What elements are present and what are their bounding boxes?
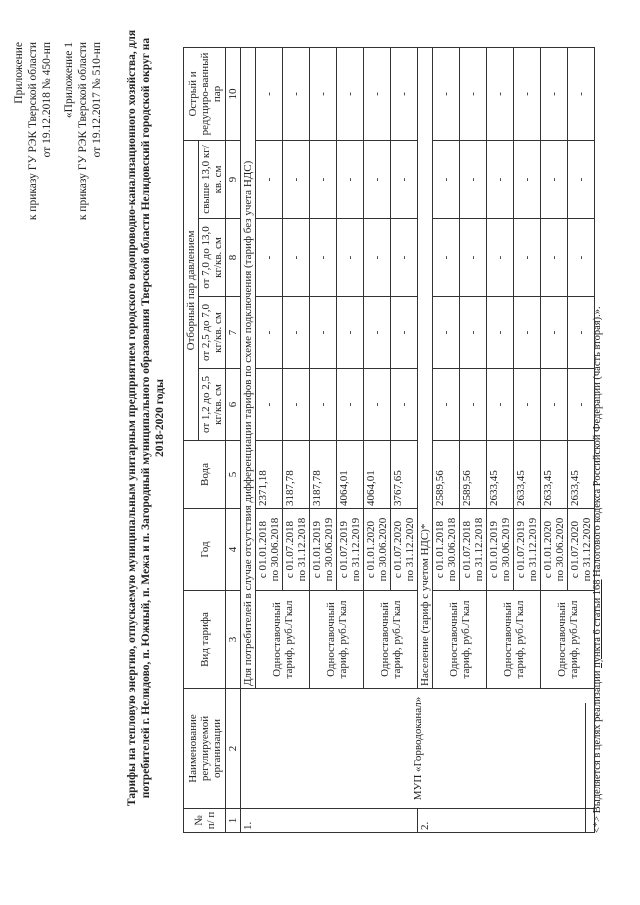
title-line: 2018-2020 годы	[154, 379, 166, 457]
reference-line: к приказу ГУ РЭК Тверской области	[77, 42, 89, 221]
period-to: по 31.12.2020	[581, 517, 593, 582]
column-number: 8	[226, 219, 241, 297]
period-to: по 31.12.2020	[404, 517, 416, 582]
period	[487, 509, 514, 591]
column-numbers-row	[226, 47, 241, 832]
reference-line: Приложение	[13, 42, 25, 104]
organization-name: МУП «Горводоканал»	[241, 689, 595, 809]
empty-tariff-dash: -	[487, 297, 514, 369]
empty-tariff-dash: -	[364, 297, 391, 369]
empty-tariff-dash: -	[310, 47, 337, 140]
tariff-type: Одноставочный тариф, руб./Гкал	[310, 591, 364, 689]
column-number: 3	[226, 591, 241, 689]
col-header-steam-1: от 1,2 до 2,5 кг/кв. см	[199, 369, 226, 441]
empty-tariff-dash: -	[541, 47, 568, 140]
empty-tariff-dash: -	[433, 47, 460, 140]
empty-tariff-dash: -	[433, 140, 460, 218]
column-number: 7	[226, 297, 241, 369]
empty-tariff-dash: -	[256, 47, 283, 140]
period-from: с 01.01.2020	[542, 520, 554, 579]
empty-tariff-dash: -	[460, 140, 487, 218]
empty-tariff-dash: -	[460, 219, 487, 297]
period-to: по 31.12.2019	[350, 517, 362, 582]
empty-tariff-dash: -	[568, 140, 595, 218]
water-tariff: 2371,18	[256, 441, 283, 509]
period	[391, 509, 418, 591]
empty-tariff-dash: -	[256, 140, 283, 218]
col-header-num: № п/ п	[184, 809, 226, 833]
reference-line: от 19.12.2018 № 450-нп	[41, 42, 53, 158]
footnote-rule	[585, 703, 586, 833]
section-caption: Население (тариф с учетом НДС)*	[418, 47, 433, 688]
empty-tariff-dash: -	[568, 47, 595, 140]
col-header-steam-group: Отборный пар давлением	[184, 140, 199, 440]
col-header-year: Год	[184, 509, 226, 591]
empty-tariff-dash: -	[391, 140, 418, 218]
empty-tariff-dash: -	[460, 47, 487, 140]
column-number: 5	[226, 441, 241, 509]
col-header-steam-2: от 2,5 до 7,0 кг/кв. см	[199, 297, 226, 369]
period-from: с 01.01.2018	[434, 520, 446, 579]
previous-appendix-reference	[62, 42, 104, 220]
empty-tariff-dash: -	[433, 369, 460, 441]
period-from: с 01.01.2019	[488, 520, 500, 579]
period	[568, 509, 595, 591]
empty-tariff-dash: -	[364, 47, 391, 140]
empty-tariff-dash: -	[283, 297, 310, 369]
empty-tariff-dash: -	[256, 369, 283, 441]
period	[310, 509, 337, 591]
footnote-link[interactable]: пункта 6 статьи 168	[592, 579, 603, 668]
water-tariff: 2633,45	[541, 441, 568, 509]
empty-tariff-dash: -	[337, 369, 364, 441]
water-tariff: 3187,78	[283, 441, 310, 509]
footnote-prefix: <*> Выделяется в целях реализации	[592, 667, 603, 833]
period-from: с 01.07.2020	[392, 520, 404, 579]
empty-tariff-dash: -	[568, 219, 595, 297]
column-number: 1	[226, 809, 241, 833]
empty-tariff-dash: -	[283, 140, 310, 218]
period-to: по 31.12.2018	[296, 517, 308, 582]
empty-tariff-dash: -	[487, 219, 514, 297]
reference-line: «Приложение 1	[63, 42, 75, 119]
tariff-type: Одноставочный тариф, руб./Гкал	[541, 591, 595, 689]
column-number: 4	[226, 509, 241, 591]
empty-tariff-dash: -	[541, 369, 568, 441]
section-caption-row	[241, 47, 256, 832]
period	[514, 509, 541, 591]
period-to: по 31.12.2018	[473, 517, 485, 582]
water-tariff: 3767,65	[391, 441, 418, 509]
tariff-type: Одноставочный тариф, руб./Гкал	[364, 591, 418, 689]
empty-tariff-dash: -	[337, 297, 364, 369]
empty-tariff-dash: -	[433, 297, 460, 369]
period	[364, 509, 391, 591]
period-to: по 31.12.2019	[527, 517, 539, 582]
empty-tariff-dash: -	[541, 219, 568, 297]
empty-tariff-dash: -	[283, 369, 310, 441]
col-header-water: Вода	[184, 441, 226, 509]
section-caption: Для потребителей в случае отсутствия дифференциации тарифов по схеме подключения (тариф без учета НДС)	[241, 47, 256, 688]
empty-tariff-dash: -	[256, 297, 283, 369]
empty-tariff-dash: -	[460, 297, 487, 369]
column-number: 2	[226, 689, 241, 809]
water-tariff: 4064,01	[364, 441, 391, 509]
empty-tariff-dash: -	[310, 297, 337, 369]
empty-tariff-dash: -	[364, 369, 391, 441]
col-header-steam-3: от 7,0 до 13,0 кг/кв. см	[199, 219, 226, 297]
section-number: 1.	[241, 809, 418, 833]
empty-tariff-dash: -	[514, 219, 541, 297]
empty-tariff-dash: -	[541, 297, 568, 369]
empty-tariff-dash: -	[514, 369, 541, 441]
column-number: 6	[226, 369, 241, 441]
empty-tariff-dash: -	[391, 369, 418, 441]
period-from: с 01.07.2020	[569, 520, 581, 579]
period	[460, 509, 487, 591]
tariff-type: Одноставочный тариф, руб./Гкал	[256, 591, 310, 689]
water-tariff: 2589,56	[433, 441, 460, 509]
period	[541, 509, 568, 591]
empty-tariff-dash: -	[433, 219, 460, 297]
period-to: по 30.06.2020	[554, 517, 566, 582]
empty-tariff-dash: -	[310, 140, 337, 218]
water-tariff: 2589,56	[460, 441, 487, 509]
period-from: с 01.07.2019	[338, 520, 350, 579]
empty-tariff-dash: -	[568, 369, 595, 441]
table-body	[241, 47, 595, 832]
period-to: по 30.06.2019	[323, 517, 335, 582]
period-to: по 30.06.2018	[269, 517, 281, 582]
empty-tariff-dash: -	[487, 369, 514, 441]
empty-tariff-dash: -	[256, 219, 283, 297]
empty-tariff-dash: -	[337, 140, 364, 218]
empty-tariff-dash: -	[337, 47, 364, 140]
period-from: с 01.01.2018	[257, 520, 269, 579]
period-from: с 01.01.2020	[365, 520, 377, 579]
period-to: по 30.06.2018	[446, 517, 458, 582]
period-from: с 01.01.2019	[311, 520, 323, 579]
empty-tariff-dash: -	[283, 47, 310, 140]
empty-tariff-dash: -	[514, 297, 541, 369]
empty-tariff-dash: -	[310, 369, 337, 441]
period	[433, 509, 460, 591]
empty-tariff-dash: -	[487, 47, 514, 140]
empty-tariff-dash: -	[337, 219, 364, 297]
column-number: 9	[226, 140, 241, 218]
period-from: с 01.07.2019	[515, 520, 527, 579]
section-number: 2.	[418, 809, 595, 833]
empty-tariff-dash: -	[460, 369, 487, 441]
appendix-reference	[12, 42, 54, 220]
empty-tariff-dash: -	[391, 297, 418, 369]
empty-tariff-dash: -	[310, 219, 337, 297]
tariff-type: Одноставочный тариф, руб./Гкал	[487, 591, 541, 689]
tariff-table	[183, 47, 595, 833]
empty-tariff-dash: -	[541, 140, 568, 218]
empty-tariff-dash: -	[364, 219, 391, 297]
column-number: 10	[226, 47, 241, 140]
empty-tariff-dash: -	[568, 297, 595, 369]
reference-line: к приказу ГУ РЭК Тверской области	[27, 42, 39, 221]
col-header-steam-4: свыше 13,0 кг/кв. см	[199, 140, 226, 218]
period-to: по 30.06.2019	[500, 517, 512, 582]
period-from: с 01.07.2018	[461, 520, 473, 579]
empty-tariff-dash: -	[391, 47, 418, 140]
col-header-sharp-steam: Острый и редуциро-ванный пар	[184, 47, 226, 140]
footnote-suffix: Налогового кодекса Российской Федерации (часть вторая).».	[592, 306, 603, 580]
col-header-tariff-type: Вид тарифа	[184, 591, 226, 689]
empty-tariff-dash: -	[487, 140, 514, 218]
empty-tariff-dash: -	[283, 219, 310, 297]
period	[256, 509, 283, 591]
water-tariff: 4064,01	[337, 441, 364, 509]
empty-tariff-dash: -	[364, 140, 391, 218]
water-tariff: 3187,78	[310, 441, 337, 509]
empty-tariff-dash: -	[514, 140, 541, 218]
title-line: потребителей г. Нелидово, п. Южный, п. Межа и п. Загородный муниципального образования Тверской области Нелидовский городской округ на	[140, 37, 152, 799]
period	[283, 509, 310, 591]
empty-tariff-dash: -	[391, 219, 418, 297]
water-tariff: 2633,45	[487, 441, 514, 509]
period	[337, 509, 364, 591]
period-to: по 30.06.2020	[377, 517, 389, 582]
period-from: с 01.07.2018	[284, 520, 296, 579]
water-tariff: 2633,45	[568, 441, 595, 509]
reference-line: от 19.12.2017 № 510-нп	[91, 42, 103, 158]
col-header-organization: Наименование регулируемой организации	[184, 689, 226, 809]
tariff-type: Одноставочный тариф, руб./Гкал	[433, 591, 487, 689]
footnote	[592, 306, 603, 833]
water-tariff: 2633,45	[514, 441, 541, 509]
empty-tariff-dash: -	[514, 47, 541, 140]
document-title	[125, 0, 167, 843]
title-line: Тарифы на тепловую энергию, отпускаемую муниципальным унитарным предприятием городского водопроводно-канализационного хозяйства, для	[126, 29, 138, 807]
